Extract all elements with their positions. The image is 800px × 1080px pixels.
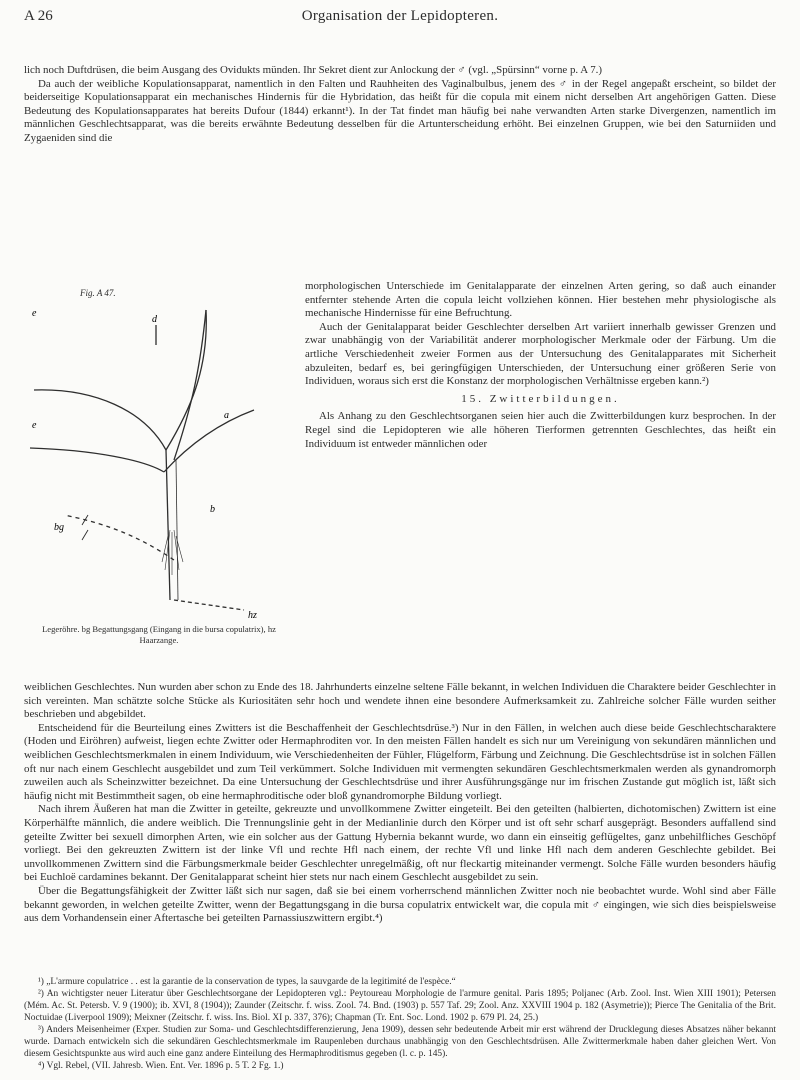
label-hz: hz — [248, 610, 257, 620]
label-d: d — [152, 314, 157, 325]
paragraph: Da auch der weibliche Kopulationsapparat, namentlich in den Falten und Rauhheiten des Vaginalbulbus, jenem des ♂ in der Regel angepaßt erscheint, so bildet der beiderseitige Kopulationsapparat ein mechanisches Hindernis für die Hybridation, das heißt für die copula mit einem nicht derselben Art angehörigen Gatten. Diese Bedeutung des Kopulationsapparates hat bereits Dufour (1844) erkannt¹). In der Tat findet man häufig bei nahe verwandten Arten starke Divergenzen, namentlich im männlichen Geschlechtsapparat, was die bereits erwähnte Bedeutung desselben für die Artunterscheidung erhöht. Bei einzelnen Gruppen, wie bei den Saturniiden und Zygaeniden sind die — [24, 77, 776, 144]
label-bg: bg — [54, 522, 64, 533]
label-e2: e — [32, 420, 37, 431]
label-a: a — [224, 410, 229, 421]
paragraph: Als Anhang zu den Geschlechtsorganen seien hier auch die Zwitterbildungen kurz besprochen. In der Regel sind die Lepidopteren wie alle höheren Tierformen getrennten Geschlechtes, das heißt ein Individuum ist entweder männlichen oder — [305, 410, 776, 450]
paragraph: lich noch Duftdrüsen, die beim Ausgang des Ovidukts münden. Ihr Sekret dient zur Anlockung der ♂ (vgl. „Spürsinn“ vorne p. A 7.) — [24, 64, 603, 76]
page-header — [24, 8, 776, 30]
figure-a47 — [24, 288, 294, 663]
paragraph: Nach ihrem Äußeren hat man die Zwitter in geteilte, gekreuzte und unvollkommene Zwitter eingeteilt. Bei den geteilten (halbierten, dichotomischen) Zwittern ist eine Körperhälfte männlich, die andere weiblich. Die Trennungslinie geht in der Medianlinie durch den Körper und ist oft sehr scharf ausgeprägt. Besonders auffallend sind geteilte Zwitter bei sexuell dimorphen Arten, wie ein solcher aus der Gattung Hybernia bekannt wurde, wo dann ein einseitig geflügeltes, ganz unbehilfliches Geschöpf vorliegt. Bei den gekreuzten Zwittern ist der linke Vfl und rechte Hfl nach einem, der rechte Vfl und linke Hfl nach dem anderen Geschlechte gebildet. Bei unvollkommenen Zwittern sind die Färbungsmerkmale beider Geschlechter unregelmäßig, oft nur fleckartig miteinander vermengt. Solche Fälle wurden besonders häufig bei Euchloë cardamines bekannt. Der Genitalapparat scheint hier stets nur nach einem Geschlecht ausgebildet zu sein. — [24, 803, 776, 884]
paragraph: Entscheidend für die Beurteilung eines Zwitters ist die Beschaffenheit der Geschlechtsdrüse.³) Nur in den Fällen, in welchen auch diese beide Geschlechtscharaktere (Hoden und Eiröhren) aufweist, liegen echte Zwitter oder Hermaphroditen vor. In den meisten Fällen handelt es sich nur um Vereinigung von sekundären männlichen und weiblichen Geschlechtsmerkmalen in einem Individuum, wie Verschiedenheiten der Fühler, Flügelform, Färbung und Zeichnung. Die Geschlechtsdrüse ist in solchen Fällen oft nur nach einem Geschlecht ausgebildet und zum Teil verkümmert. Solche Individuen mit vermengten sekundären Geschlechtsmerkmalen werden als gynandromorph zuweilen auch als Scheinzwitter bezeichnet. Da eine Untersuchung der Geschlechtsdrüse und ihrer Ausführungsgänge nur im frischen Zustande gut möglich ist, läßt sich häufig nicht mit Bestimmtheit sagen, ob eine hermaphroditische oder bloß gynandromorphe Bildung vorliegt. — [24, 721, 776, 802]
figure-label: Fig. A 47. — [80, 288, 116, 298]
footnote: ¹) „L'armure copulatrice . . est la garantie de la conservation de types, la sauvgarde de la legitimité de l'espèce.“ — [38, 977, 456, 987]
paragraph: Über die Begattungsfähigkeit der Zwitter läßt sich nur sagen, daß sie bei einem vorherrschend männlichen Zwitter noch nie beobachtet wurde. Wohl sind aber Fälle bekannt geworden, in welchen geteilte Zwitter, wenn der Begattungsgang in die bursa copulatrix entwickelt war, die copula mit ♂ eingingen, wie sich dies beispielsweise aus dem Vorhandensein einer Aftertasche bei geteilten Parnassiuszwittern ergibt.⁴) — [24, 884, 776, 925]
label-b: b — [210, 504, 215, 515]
main-text — [24, 681, 776, 926]
figure-caption: Legeröhre. bg Begattungsgang (Eingang in die bursa copulatrix), hz Haarzange. — [42, 624, 276, 645]
running-title: Organisation der Lepidopteren. — [301, 8, 499, 24]
paragraph: morphologischen Unterschiede im Genitalapparate der einzelnen Arten gering, so daß auch einander entfernter stehende Arten die copula leicht vollziehen können. Hier bestehen mehr physiologische als mechanische Hindernisse für eine Befruchtung. — [305, 280, 776, 320]
section-heading: 15. Zwitterbildungen. — [461, 392, 620, 405]
footnote: ³) Anders Meisenheimer (Exper. Studien zur Soma- und Geschlechtsdifferenzierung, Jena 1909), dessen sehr bedeutende Arbeit mir erst während der Drucklegung dieses Absatzes näher bekannt wurde. Darnach entwickeln sich die sekundären Geschlechtsmerkmale im Raupenleben durchaus unabhängig von den Geschlechtsdrüsen. Alle Zwittermerkmale haben daher gleichen Wert. Von diesem Gesichtspunkte aus wird auch eine ganz andere Einteilung des Hermaphroditismus gegeben (l. c. p. 145). — [24, 1025, 776, 1059]
ovipositor-illustration — [24, 300, 294, 620]
footnote: ²) An wichtigster neuer Literatur über Geschlechtsorgane der Lepidopteren vgl.: Peytoureau Morphologie de l'armure genital. Paris 1895; Poljanec (Arb. Zool. Inst. Wien XIII 1901); Petersen (Mém. Ac. St. Petersb. V. 9 (1900); ib. XVI, 8 (1904)); Zaunder (Zeitschr. f. wiss. Zool. 74. Bnd. (1903) p. 557 Taf. 29; Zool. Anz. XXVIII 1904 p. 182 (Asymetrie)); Pierce The Genitalia of the Brit. Noctuidae (Liverpool 1909); Meixner (Zeitschr. f. wiss. Ins. Biol. XI p. 337, 376); Chapman (Tr. Ent. Soc. Lond. 1902 p. 679 Pl. 24, 25.) — [24, 989, 776, 1023]
paragraph: weiblichen Geschlechtes. Nun wurden aber schon zu Ende des 18. Jahrhunderts einzelne seltene Fälle bekannt, in welchen Individuen die Charaktere beider Geschlechter in sich vereinten. Man schätzte solche Stücke als Kuriositäten sehr hoch und wendete ihnen eine besondere Aufmerksamkeit zu. Zahlreiche solcher Fälle wurden seither beschrieben und abgebildet. — [24, 681, 776, 721]
text-beside-figure — [305, 280, 776, 451]
top-text — [24, 64, 776, 146]
page-number: A 26 — [24, 8, 53, 24]
paragraph: Auch der Genitalapparat beider Geschlechter derselben Art variiert innerhalb gewisser Grenzen und zwar unabhängig von der Variabilität anderer morphologischer Merkmale oder der Färbung. Um die artliche Verschiedenheit zweier Formen aus der Untersuchung des Genitalapparates mit Sicherheit abzuleiten, bedarf es, bei geringfügigen Unterschieden, der Untersuchung einer größeren Serie von Individuen, woraus sich erst die Konstanz der morphologischen Verhältnisse ergeben kann.²) — [305, 320, 776, 388]
footnotes — [24, 976, 776, 1072]
label-e: e — [32, 308, 37, 319]
footnote: ⁴) Vgl. Rebel, (VII. Jahresb. Wien. Ent. Ver. 1896 p. 5 T. 2 Fg. 1.) — [38, 1061, 284, 1071]
